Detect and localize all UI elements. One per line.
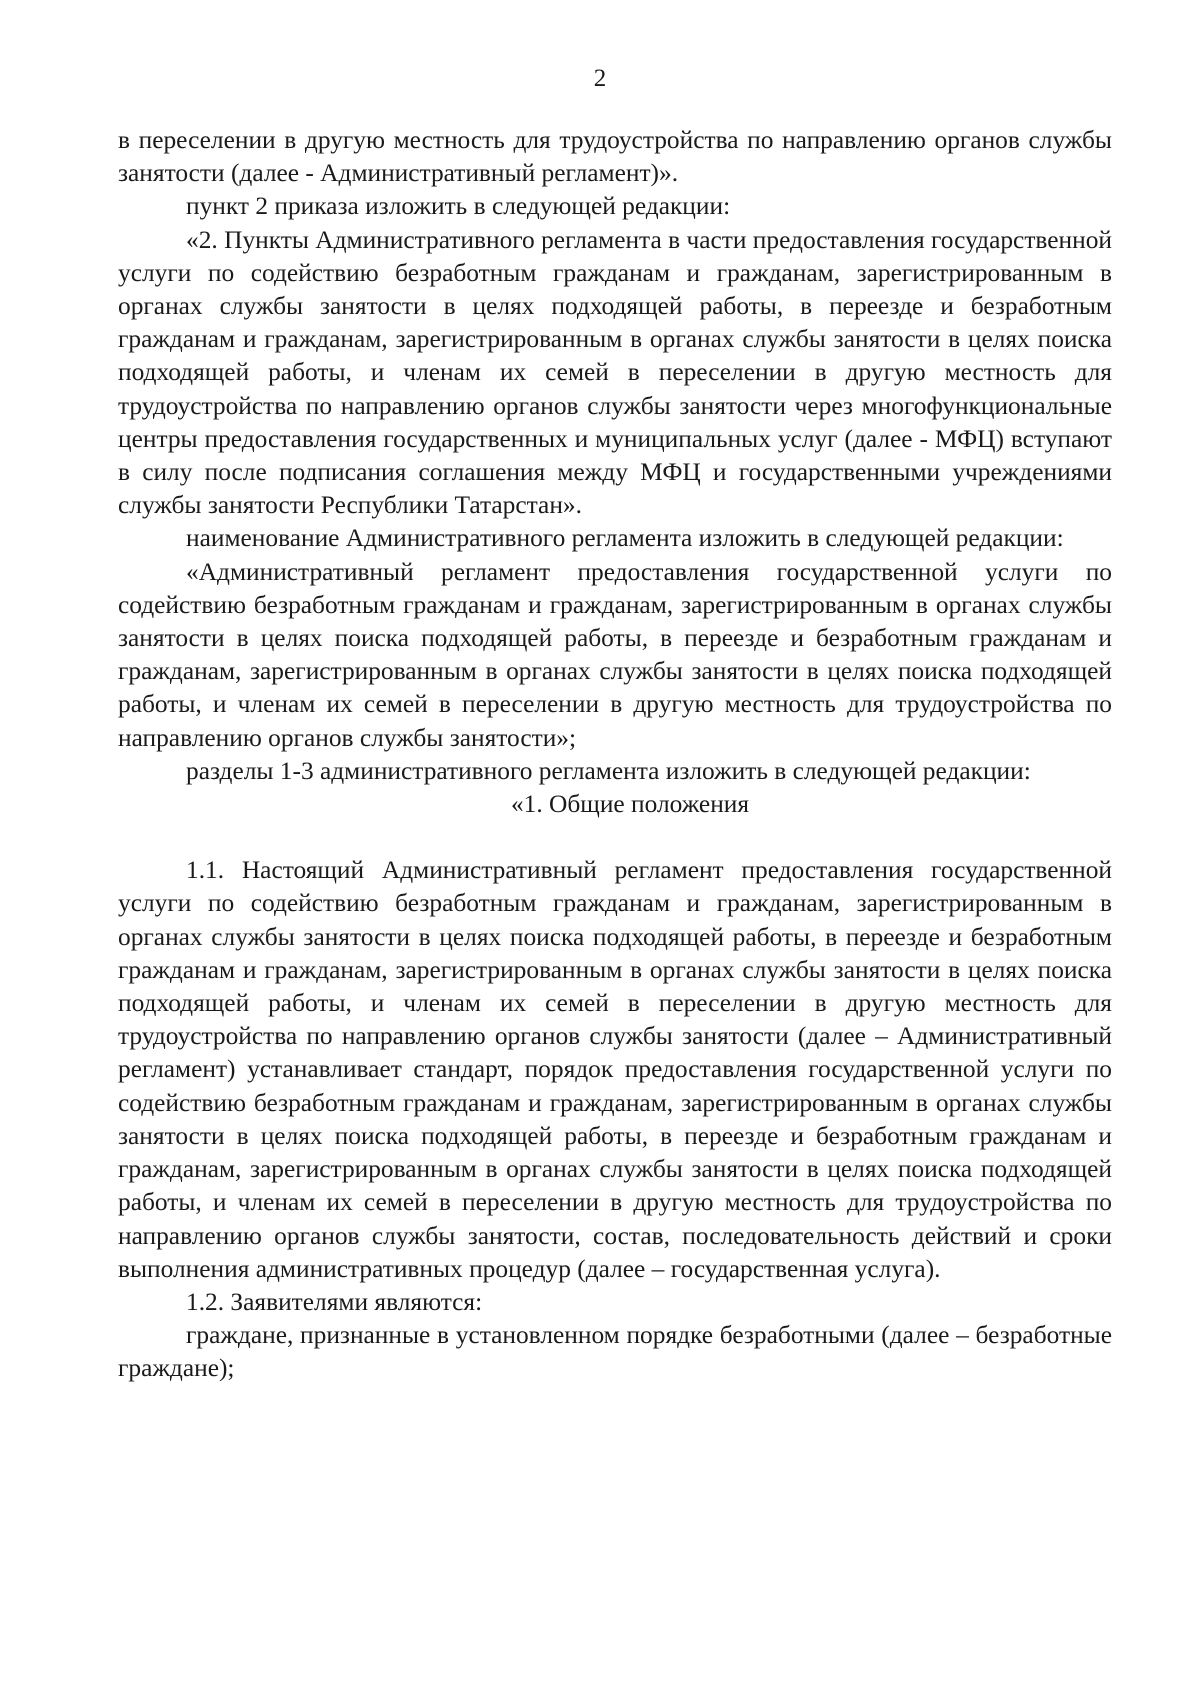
section-heading: «1. Общие положения — [510, 790, 750, 819]
paragraph-applicants: граждане, признанные в установленном порядке безработными (далее – безработные граждане); — [118, 1321, 1112, 1383]
paragraph-item-2-text: «2. Пункты Административного регламента в части предоставления государственной услуги по содействию безработным гражданам и гражданам, зарегистрированным в органах службы занятости в целях подходящей работы, в переезде и безработным гражданам и гражданам, зарегистрированным в органах службы занятости в целях поиска подходящей работы, и членам их семей в переселении в другую местность для трудоустройства по направлению органов службы занятости через многофункциональные центры предоставления государственных и муниципальных услуг (далее - МФЦ) вступают в силу после подписания соглашения между МФЦ и государственными учреждениями службы занятости Республики Татарстан». — [118, 225, 1112, 520]
paragraph-continuation: в переселении в другую местность для трудоустройства по направлению органов службы занятости (далее - Административный регламент)». — [118, 126, 1112, 188]
paragraph-1-1: 1.1. Настоящий Административный регламент предоставления государственной услуги по содействию безработным гражданам и гражданам, зарегистрированным в органах службы занятости в целях поиска подходящей работы, в переезде и безработным гражданам и гражданам, зарегистрированным в органах службы занятости в целях поиска подходящей работы, и членам их семей в переселении в другую местность для трудоустройства по направлению органов службы занятости (далее – Административный регламент) устанавливает стандарт, порядок предоставления государственной услуги по содействию безработным гражданам и гражданам, зарегистрированным в органах службы занятости в целях поиска подходящей работы, в переезде и безработным гражданам и гражданам, зарегистрированным в органах службы занятости в целях поиска подходящей работы, и членам их семей в переселении в другую местность для трудоустройства по направлению органов службы занятости, состав, последовательность действий и сроки выполнения административных процедур (далее – государственная услуга). — [118, 856, 1112, 1283]
paragraph-sections-instruction: разделы 1-3 административного регламента изложить в следующей редакции: — [186, 756, 1031, 785]
paragraph-item-2-instruction: пункт 2 приказа изложить в следующей редакции: — [186, 192, 731, 221]
paragraph-title-text: «Административный регламент предоставления государственной услуги по содействию безработным гражданам и гражданам, зарегистрированным в органах службы занятости в целях поиска подходящей работы, в переезде и безработным гражданам и гражданам, зарегистрированным в органах службы занятости в целях поиска подходящей работы, и членам их семей в переселении в другую местность для трудоустройства по направлению органов службы занятости»; — [118, 557, 1112, 752]
page-number: 2 — [593, 65, 607, 92]
paragraph-1-2: 1.2. Заявителями являются: — [186, 1287, 483, 1316]
paragraph-title-instruction: наименование Административного регламента изложить в следующей редакции: — [186, 524, 1064, 553]
document-body — [118, 124, 1112, 1386]
